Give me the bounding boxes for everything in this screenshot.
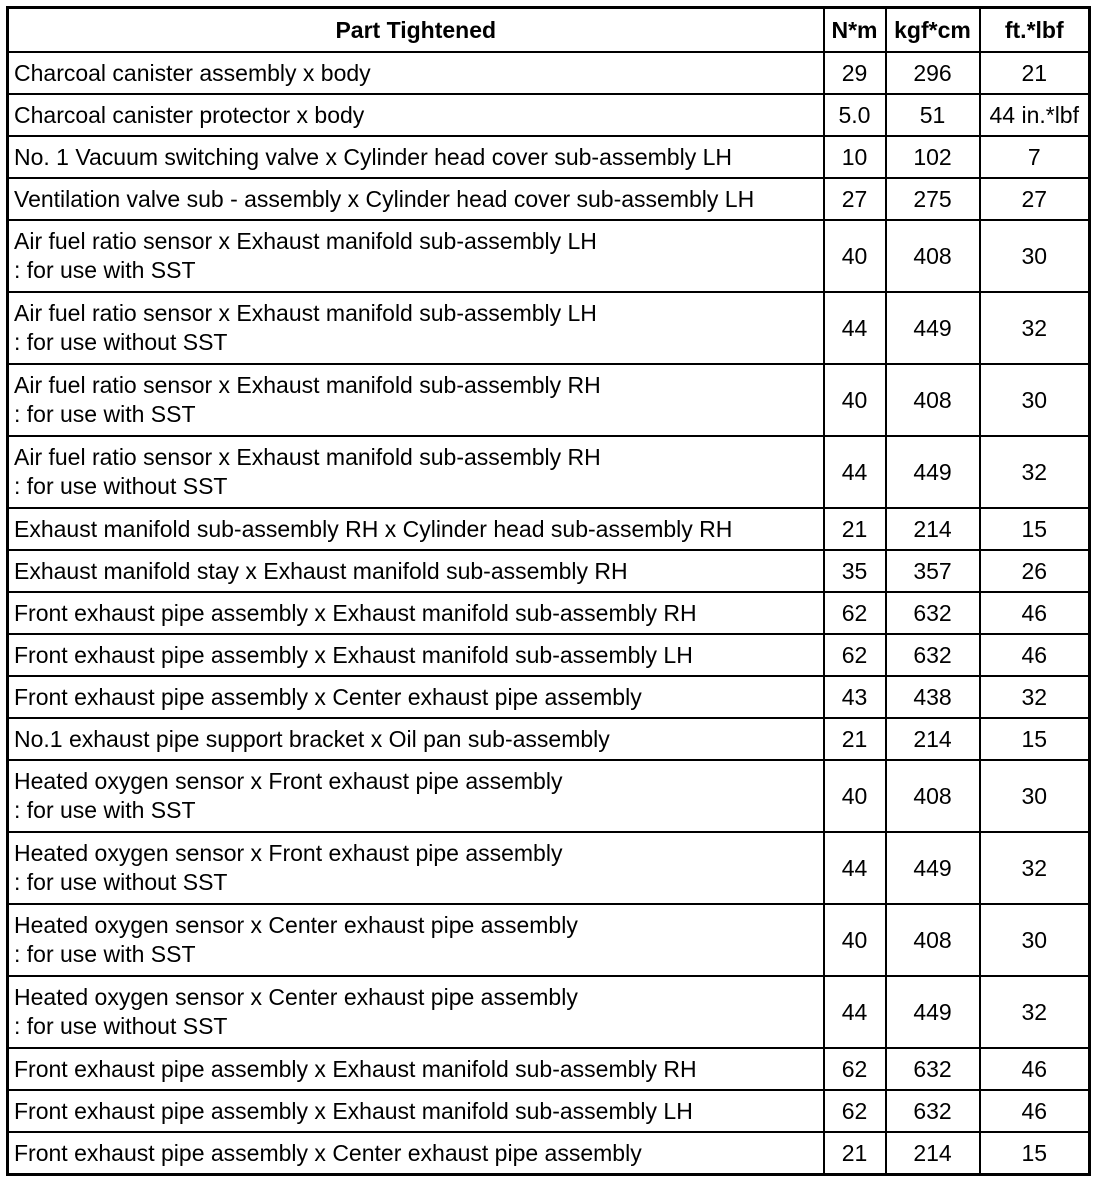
part-name: No.1 exhaust pipe support bracket x Oil pan sub-assembly: [14, 725, 610, 752]
part-note: : for use without SST: [14, 1013, 228, 1039]
part-tightened-cell: [8, 220, 824, 292]
part-name: Charcoal canister protector x body: [14, 101, 365, 128]
torque-kgfcm-cell: 449: [886, 436, 980, 508]
part-tightened-cell: [8, 436, 824, 508]
torque-ftlbf-cell: 15: [980, 508, 1090, 550]
part-note: : for use without SST: [14, 869, 228, 895]
torque-nm-cell: 40: [824, 760, 886, 832]
part-note: : for use with SST: [14, 797, 196, 823]
part-name: Exhaust manifold stay x Exhaust manifold sub-assembly RH: [14, 557, 628, 584]
torque-kgfcm-cell: 449: [886, 976, 980, 1048]
part-name: Ventilation valve sub - assembly x Cylinder head cover sub-assembly LH: [14, 185, 755, 212]
table-row: [8, 1132, 1090, 1175]
part-note: : for use without SST: [14, 329, 228, 355]
part-name: Heated oxygen sensor x Front exhaust pipe assembly: [14, 840, 563, 866]
torque-nm-cell: 35: [824, 550, 886, 592]
table-row: [8, 1090, 1090, 1132]
torque-ftlbf-cell: 32: [980, 976, 1090, 1048]
torque-nm-cell: 29: [824, 52, 886, 94]
part-tightened-cell: [8, 178, 824, 220]
table-row: [8, 832, 1090, 904]
table-row: [8, 592, 1090, 634]
torque-ftlbf-cell: 7: [980, 136, 1090, 178]
torque-nm-cell: 44: [824, 292, 886, 364]
torque-ftlbf-cell: 32: [980, 436, 1090, 508]
torque-kgfcm-cell: 438: [886, 676, 980, 718]
torque-ftlbf-cell: 27: [980, 178, 1090, 220]
part-name: Charcoal canister assembly x body: [14, 59, 371, 86]
header-row: [8, 8, 1090, 53]
torque-kgfcm-cell: 275: [886, 178, 980, 220]
torque-ftlbf-cell: 30: [980, 904, 1090, 976]
part-name: Air fuel ratio sensor x Exhaust manifold sub-assembly LH: [14, 300, 597, 326]
torque-ftlbf-cell: 44 in.*lbf: [980, 94, 1090, 136]
table-row: [8, 718, 1090, 760]
torque-kgfcm-cell: 102: [886, 136, 980, 178]
torque-ftlbf-cell: 21: [980, 52, 1090, 94]
part-name: Front exhaust pipe assembly x Exhaust manifold sub-assembly RH: [14, 1055, 697, 1082]
torque-nm-cell: 5.0: [824, 94, 886, 136]
torque-nm-cell: 44: [824, 976, 886, 1048]
torque-kgfcm-cell: 408: [886, 220, 980, 292]
torque-nm-cell: 62: [824, 592, 886, 634]
part-name: Air fuel ratio sensor x Exhaust manifold sub-assembly LH: [14, 228, 597, 254]
torque-ftlbf-cell: 32: [980, 676, 1090, 718]
part-note: : for use with SST: [14, 941, 196, 967]
table-row: [8, 508, 1090, 550]
torque-nm-cell: 40: [824, 364, 886, 436]
part-tightened-cell: [8, 94, 824, 136]
torque-nm-cell: 21: [824, 508, 886, 550]
table-row: [8, 760, 1090, 832]
part-tightened-cell: [8, 676, 824, 718]
part-name: Front exhaust pipe assembly x Center exhaust pipe assembly: [14, 683, 642, 710]
part-note: : for use with SST: [14, 401, 196, 427]
part-tightened-cell: [8, 1048, 824, 1090]
table-row: [8, 52, 1090, 94]
part-name: Heated oxygen sensor x Front exhaust pipe assembly: [14, 768, 563, 794]
part-name: Front exhaust pipe assembly x Exhaust manifold sub-assembly LH: [14, 641, 693, 668]
torque-nm-cell: 27: [824, 178, 886, 220]
part-name: Front exhaust pipe assembly x Exhaust manifold sub-assembly RH: [14, 599, 697, 626]
part-name: Heated oxygen sensor x Center exhaust pipe assembly: [14, 984, 578, 1010]
part-name: Front exhaust pipe assembly x Exhaust manifold sub-assembly LH: [14, 1097, 693, 1124]
part-tightened-cell: [8, 634, 824, 676]
torque-nm-cell: 21: [824, 1132, 886, 1175]
table-row: [8, 178, 1090, 220]
part-tightened-cell: [8, 136, 824, 178]
torque-kgfcm-cell: 632: [886, 1048, 980, 1090]
torque-kgfcm-cell: 214: [886, 718, 980, 760]
part-note: : for use with SST: [14, 257, 196, 283]
torque-nm-cell: 40: [824, 904, 886, 976]
part-tightened-cell: [8, 550, 824, 592]
part-name: Air fuel ratio sensor x Exhaust manifold sub-assembly RH: [14, 372, 601, 398]
table-row: [8, 676, 1090, 718]
part-tightened-cell: [8, 1090, 824, 1132]
torque-kgfcm-cell: 408: [886, 364, 980, 436]
torque-nm-cell: 40: [824, 220, 886, 292]
table-row: [8, 364, 1090, 436]
table-row: [8, 292, 1090, 364]
part-tightened-cell: [8, 592, 824, 634]
header-ftlbf: ft.*lbf: [980, 8, 1090, 53]
torque-ftlbf-cell: 32: [980, 292, 1090, 364]
torque-kgfcm-cell: 408: [886, 760, 980, 832]
torque-nm-cell: 62: [824, 1048, 886, 1090]
table-row: [8, 94, 1090, 136]
table-row: [8, 976, 1090, 1048]
torque-ftlbf-cell: 15: [980, 718, 1090, 760]
part-tightened-cell: [8, 364, 824, 436]
torque-kgfcm-cell: 632: [886, 634, 980, 676]
table-row: [8, 436, 1090, 508]
table-row: [8, 550, 1090, 592]
part-tightened-cell: [8, 904, 824, 976]
torque-nm-cell: 62: [824, 1090, 886, 1132]
table-row: [8, 220, 1090, 292]
torque-kgfcm-cell: 214: [886, 508, 980, 550]
torque-kgfcm-cell: 632: [886, 1090, 980, 1132]
torque-kgfcm-cell: 632: [886, 592, 980, 634]
torque-nm-cell: 10: [824, 136, 886, 178]
torque-specification-table: [6, 6, 1091, 1176]
torque-kgfcm-cell: 357: [886, 550, 980, 592]
torque-ftlbf-cell: 46: [980, 634, 1090, 676]
part-tightened-cell: [8, 832, 824, 904]
torque-nm-cell: 62: [824, 634, 886, 676]
torque-kgfcm-cell: 51: [886, 94, 980, 136]
torque-ftlbf-cell: 30: [980, 220, 1090, 292]
part-name: No. 1 Vacuum switching valve x Cylinder head cover sub-assembly LH: [14, 143, 732, 170]
torque-ftlbf-cell: 46: [980, 1048, 1090, 1090]
part-tightened-cell: [8, 52, 824, 94]
torque-nm-cell: 21: [824, 718, 886, 760]
part-name: Exhaust manifold sub-assembly RH x Cylinder head sub-assembly RH: [14, 515, 733, 542]
part-name: Front exhaust pipe assembly x Center exhaust pipe assembly: [14, 1139, 642, 1166]
torque-ftlbf-cell: 30: [980, 760, 1090, 832]
part-tightened-cell: [8, 760, 824, 832]
part-tightened-cell: [8, 976, 824, 1048]
header-kgfcm: kgf*cm: [886, 8, 980, 53]
table-row: [8, 136, 1090, 178]
part-tightened-cell: [8, 508, 824, 550]
torque-nm-cell: 43: [824, 676, 886, 718]
part-tightened-cell: [8, 718, 824, 760]
torque-nm-cell: 44: [824, 436, 886, 508]
part-name: Heated oxygen sensor x Center exhaust pipe assembly: [14, 912, 578, 938]
part-tightened-cell: [8, 1132, 824, 1175]
torque-kgfcm-cell: 408: [886, 904, 980, 976]
torque-ftlbf-cell: 26: [980, 550, 1090, 592]
table-row: [8, 904, 1090, 976]
torque-ftlbf-cell: 46: [980, 592, 1090, 634]
torque-ftlbf-cell: 46: [980, 1090, 1090, 1132]
table-body: [8, 52, 1090, 1175]
part-tightened-cell: [8, 292, 824, 364]
torque-ftlbf-cell: 15: [980, 1132, 1090, 1175]
header-part-tightened: Part Tightened: [8, 8, 824, 53]
part-name: Air fuel ratio sensor x Exhaust manifold sub-assembly RH: [14, 444, 601, 470]
torque-kgfcm-cell: 296: [886, 52, 980, 94]
part-note: : for use without SST: [14, 473, 228, 499]
torque-kgfcm-cell: 214: [886, 1132, 980, 1175]
table-row: [8, 634, 1090, 676]
table-row: [8, 1048, 1090, 1090]
torque-ftlbf-cell: 30: [980, 364, 1090, 436]
header-nm: N*m: [824, 8, 886, 53]
torque-nm-cell: 44: [824, 832, 886, 904]
torque-kgfcm-cell: 449: [886, 292, 980, 364]
torque-kgfcm-cell: 449: [886, 832, 980, 904]
torque-ftlbf-cell: 32: [980, 832, 1090, 904]
